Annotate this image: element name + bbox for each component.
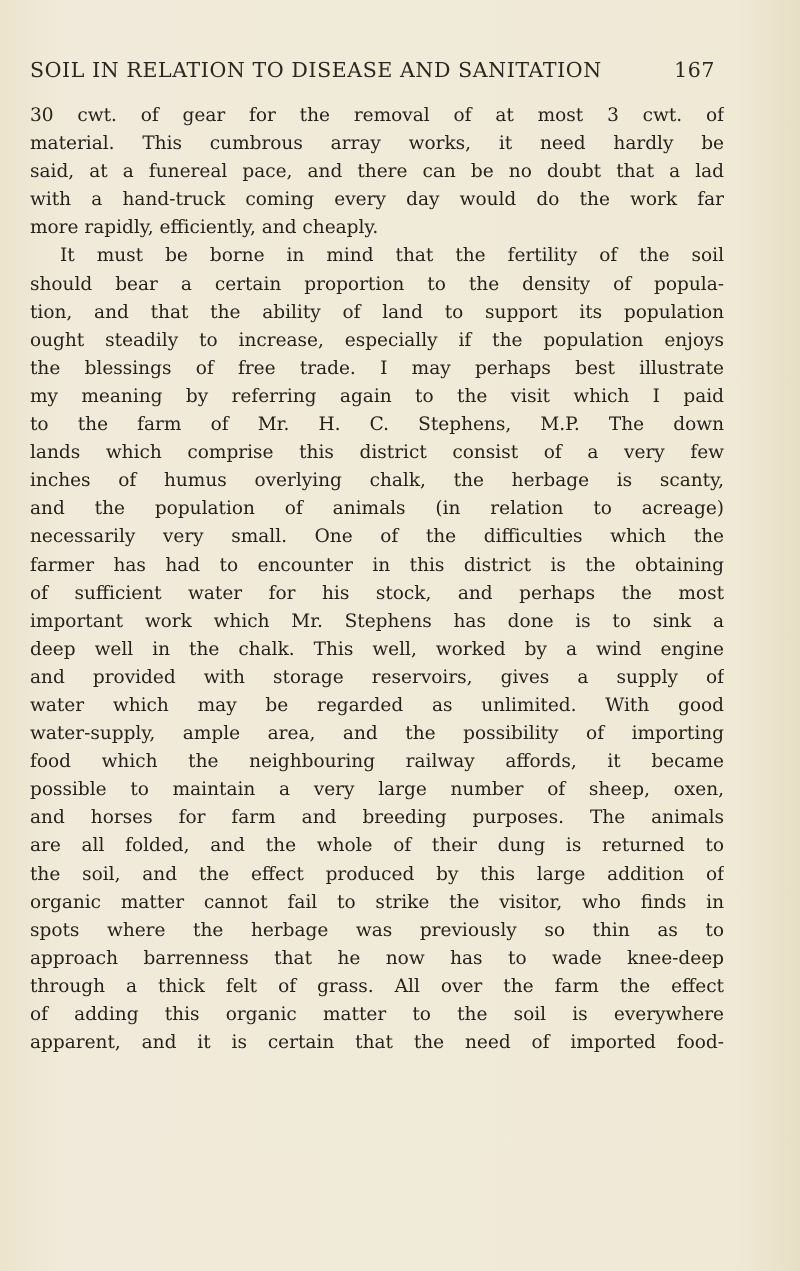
text-line: the blessings of free trade. I may perhaps best illustrate <box>30 357 724 379</box>
text-line: inches of humus overlying chalk, the herbage is scanty, <box>30 470 724 492</box>
running-header <box>30 58 715 88</box>
text-line: of sufficient water for his stock, and perhaps the most <box>30 582 724 604</box>
text-line: important work which Mr. Stephens has done is to sink a <box>30 610 724 632</box>
running-title: SOIL IN RELATION TO DISEASE AND SANITATION <box>30 58 602 82</box>
text-line: food which the neighbouring railway affords, it became <box>30 751 724 773</box>
paragraph-first-line: It must be borne in mind that the fertility of the soil <box>60 245 724 267</box>
text-line: material. This cumbrous array works, it need hardly be <box>30 133 724 155</box>
text-line: more rapidly, efficiently, and cheaply. <box>30 217 379 239</box>
text-line: possible to maintain a very large number of sheep, oxen, <box>30 779 724 801</box>
text-line: farmer has had to encounter in this district is the obtaining <box>30 554 724 576</box>
text-line: tion, and that the ability of land to support its population <box>30 301 724 323</box>
text-line: lands which comprise this district consist of a very few <box>30 442 724 464</box>
text-line: organic matter cannot fail to strike the visitor, who finds in <box>30 891 724 913</box>
text-line: with a hand-truck coming every day would do the work far <box>30 189 724 211</box>
body-text <box>30 102 724 1057</box>
text-line: ought steadily to increase, especially if the population enjoys <box>30 329 724 351</box>
text-line: deep well in the chalk. This well, worked by a wind engine <box>30 638 724 660</box>
text-line: spots where the herbage was previously so thin as to <box>30 919 724 941</box>
text-line: 30 cwt. of gear for the removal of at most 3 cwt. of <box>30 105 724 126</box>
text-line: water-supply, ample area, and the possibility of importing <box>30 723 724 745</box>
text-line: and provided with storage reservoirs, gives a supply of <box>30 666 724 688</box>
text-line: of adding this organic matter to the soil is everywhere <box>30 1004 724 1025</box>
text-line: to the farm of Mr. H. C. Stephens, M.P. The down <box>30 414 724 436</box>
text-line: apparent, and it is certain that the need of imported food- <box>30 1032 724 1054</box>
text-line: should bear a certain proportion to the density of popula- <box>30 273 724 295</box>
text-line: water which may be regarded as unlimited. With good <box>30 694 724 716</box>
text-line: my meaning by referring again to the visit which I paid <box>30 385 724 407</box>
text-line: necessarily very small. One of the difficulties which the <box>30 526 724 548</box>
text-line: the soil, and the effect produced by this large addition of <box>30 863 724 885</box>
text-line: said, at a funereal pace, and there can be no doubt that a lad <box>30 161 724 183</box>
page-number: 167 <box>674 58 715 82</box>
text-line: through a thick felt of grass. All over the farm the effect <box>30 975 724 997</box>
text-line: and the population of animals (in relation to acreage) <box>30 498 724 520</box>
text-line: approach barrenness that he now has to wade knee-deep <box>30 947 724 969</box>
text-line: are all folded, and the whole of their dung is returned to <box>30 835 724 857</box>
text-line: and horses for farm and breeding purposes. The animals <box>30 807 724 829</box>
